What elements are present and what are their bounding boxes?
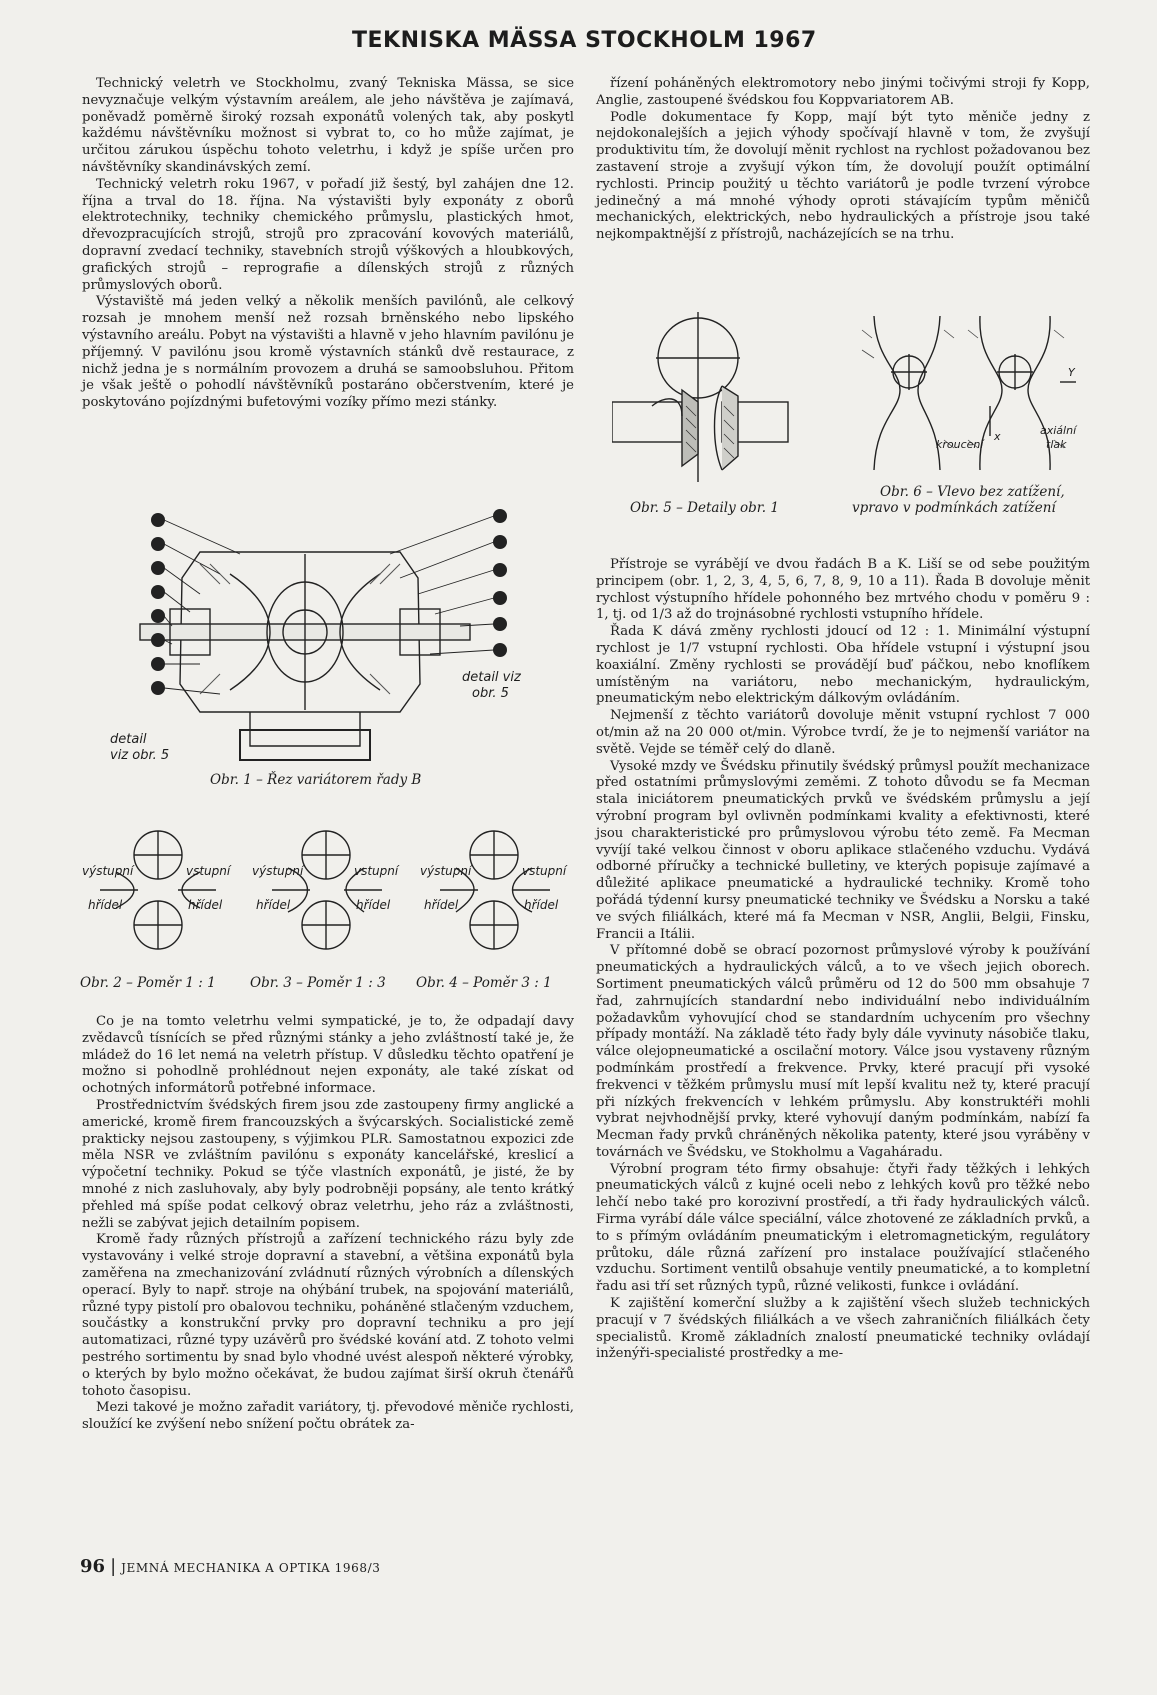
left-bottom-paragraph: Kromě řady různých přístrojů a zařízení technického rázu byly zde vystavovány i velké stroje dopravní a stavební, a většina exponátů byla zaměřena na zmechanizování zvládnutí různých výrobních a dílenských operací. Byly to např. stroje na ohýbání trubek, na spojování materiálů, různé typy pistolí pro obalovou techniku, poháněné stlačeným vzduchem, součástky a konstrukční prvky pro dopravní techniku a pro její automatizaci, různé typy uzávěrů pro švédské kování atd. Z tohoto velmi pestrého sortimentu by snad bylo vhodné uvést alespoň některé výrobky, o kterých by bylo možno očekávat, že budou zajímat širší okruh čtenářů tohoto časopisu. bbox=[82, 1232, 574, 1399]
fig1-label-left-line1: detail bbox=[110, 732, 147, 747]
page-number: 96 bbox=[80, 1556, 106, 1577]
right-bottom-paragraph: K zajištění komerční služby a k zajištění všech služeb technických pracují v 7 švédských filiálkách a ve všech zahraničních filiálkách čety specialistů. Kromě základních znalostí pneumatické techniky ovládají inženýři-specialisté prostředky a me- bbox=[596, 1296, 1090, 1362]
right-bottom-paragraph: Přístroje se vyrábějí ve dvou řadách B a K. Liší se od sebe použitým principem (obr. 1, 2, 3, 4, 5, 6, 7, 8, 9, 10 a 11). Řada B dovoluje měnit rychlost výstupního hřídele pohonného bez mrtvého chodu v poměru 9 : 1, tj. od 1/3 až do trojnásobné rychlosti vstupního hřídele. bbox=[596, 557, 1090, 623]
page-footer bbox=[80, 1556, 380, 1577]
fig4-output-shaft-label: hřídel bbox=[424, 898, 459, 912]
fig4-input-shaft-label: hřídel bbox=[524, 898, 559, 912]
fig1-label-right-line1: detail viz bbox=[462, 670, 521, 685]
footer-separator: | bbox=[110, 1556, 117, 1577]
figure-2-caption: Obr. 2 – Poměr 1 : 1 bbox=[80, 975, 216, 991]
left-column-top bbox=[82, 76, 574, 412]
figure-2-ratio-diagram bbox=[80, 822, 236, 960]
right-column-top bbox=[596, 76, 1090, 244]
fig6-label-axial-line1: axiální bbox=[1040, 424, 1077, 437]
left-top-paragraph: Technický veletrh ve Stockholmu, zvaný Tekniska Mässa, se sice nevyznačuje velkým výstavním areálem, ale jeho návštěva je zajímavá, poněvadž poměrně široký rozsah exponátů volených tak, aby poskytl každému návštěvníku možnost si vybrat to, co ho může zajímat, je určitou zárukou úspěchu tohoto veletrhu, i když je spíše určen pro návštěvníky skandinávských zemí. bbox=[82, 76, 574, 175]
fig6-label-axial-line2: tlak bbox=[1046, 438, 1067, 451]
fig2-input-label: vstupní bbox=[186, 864, 231, 878]
fig6-label-torsion: kroucení bbox=[936, 438, 984, 451]
journal-name: JEMNÁ MECHANIKA A OPTIKA 1968/3 bbox=[121, 1561, 381, 1575]
figure-4-caption: Obr. 4 – Poměr 3 : 1 bbox=[416, 975, 552, 991]
left-bottom-paragraph: Mezi takové je možno zařadit variátory, tj. převodové měniče rychlosti, sloužící ke zvýšení nebo snížení počtu obrátek za- bbox=[82, 1400, 574, 1433]
fig6-label-y: Y bbox=[1068, 366, 1075, 379]
fig4-input-label: vstupní bbox=[522, 864, 567, 878]
figure-1-caption: Obr. 1 – Řez variátorem řady B bbox=[210, 772, 422, 788]
right-bottom-paragraph: Vysoké mzdy ve Švédsku přinutily švédský průmysl použít mechanizace před ostatními průmyslovými zeměmi. Z tohoto důvodu se fa Mecman stala iniciátorem pneumatických prvků ve švédském průmyslu a její výrobní program byl ovlivněn podmínkami kvality a efektivnosti, které jsou charakteristické pro průmyslovou výrobu této země. Fa Mecman vyvíjí také velkou činnost v oboru aplikace stlačeného vzduchu. Vydává odborné příručky a technické bulletiny, ve kterých popisuje zajímavé a důležité aplikace pneumatické a hydraulické techniky. Kromě toho pořádá týdenní kursy pneumatické techniky ve Švédsku a Norsku a také ve svých filiálkách, které má fa Mecman v NSR, Anglii, Belgii, Finsku, Francii a Itálii. bbox=[596, 758, 1090, 942]
left-top-paragraph: Výstaviště má jeden velký a několik menších pavilónů, ale celkový rozsah je mnohem menší než rozsah brněnského nebo lipského výstavního areálu. Pobyt na výstavišti a hlavně v jeho hlavním pavilónu je příjemný. V pavilónu jsou kromě výstavních stánků dvě restaurace, z nichž jedna je s normálním provozem a druhá se samoobsluhou. Přitom je však ještě o pohodlí návštěvníků postaráno občerstvením, které je poskytováno pojízdnými bufetovými vozíky přímo mezi stánky. bbox=[82, 294, 574, 411]
fig2-output-label: výstupní bbox=[82, 864, 134, 878]
fig3-output-shaft-label: hřídel bbox=[256, 898, 291, 912]
left-column-bottom bbox=[82, 1014, 574, 1434]
figure-5-caption: Obr. 5 – Detaily obr. 1 bbox=[630, 500, 779, 516]
left-top-paragraph: Technický veletrh roku 1967, v pořadí již šestý, byl zahájen dne 12. října a trval do 18. října. Na výstavišti byly exponáty z oborů elektrotechniky, techniky chemického průmyslu, plastických hmot, dřevozpracujících strojů, strojů pro zpracování kovových materiálů, dopravní zvedací techniky, stavebních strojů výškových a hloubkových, grafických strojů – reprografie a dílenských strojů z různých průmyslových oborů. bbox=[82, 176, 574, 293]
fig2-output-shaft-label: hřídel bbox=[88, 898, 123, 912]
fig3-input-shaft-label: hřídel bbox=[356, 898, 391, 912]
fig1-label-right-line2: obr. 5 bbox=[472, 686, 509, 701]
right-top-paragraph: Podle dokumentace fy Kopp, mají být tyto měniče jedny z nejdokonalejších a jejich výhody spočívají hlavně v tom, že zvyšují produktivitu tím, že dovolují měnit rychlost na rychlost požadovanou bez zastavení stroje a zvyšují výkon tím, že dovolují použít optimální rychlosti. Princip použitý u těchto variátorů je podle tvrzení výrobce jedinečný a má mnohé výhody oproti stávajícím typům měničů mechanických, elektrických, nebo hydraulických a přístroje jsou také nejkompaktnější z přístrojů, nacházejících se na trhu. bbox=[596, 109, 1090, 243]
figure-6-caption-line2: vpravo v podmínkách zatížení bbox=[852, 500, 1056, 516]
figure-3-ratio-diagram bbox=[248, 822, 404, 960]
fig6-label-x: x bbox=[994, 430, 1001, 443]
figure-4-ratio-diagram bbox=[416, 822, 572, 960]
fig3-output-label: výstupní bbox=[252, 864, 304, 878]
right-top-paragraph: řízení poháněných elektromotory nebo jinými točivými stroji fy Kopp, Anglie, zastoupené švédskou fou Koppvariatorem AB. bbox=[596, 76, 1090, 108]
fig4-output-label: výstupní bbox=[420, 864, 472, 878]
fig2-input-shaft-label: hřídel bbox=[188, 898, 223, 912]
figure-5-detail bbox=[612, 306, 790, 490]
figure-1-variator-section bbox=[100, 494, 540, 786]
fig3-input-label: vstupní bbox=[354, 864, 399, 878]
right-bottom-paragraph: Nejmenší z těchto variátorů dovoluje měnit vstupní rychlost 7 000 ot/min až na 20 000 ot/min. Výrobce tvrdí, že je to nejmenší variátor na světě. Vejde se téměř celý do dlaně. bbox=[596, 708, 1090, 757]
right-bottom-paragraph: V přítomné době se obrací pozornost průmyslové výroby k používání pneumatických a hydraulických válců, a to ve všech jejich oborech. Sortiment pneumatických válců průměru od 12 do 500 mm obsahuje 7 řad, zahrnujících standardní nebo individuální nebo individuálním požadavkům vyhovující chod se standardním uchycením pro všechny případy montáží. Na základě této řady byly dále vyvinuty násobiče tlaku, válce olejopneumatické a oscilační motory. Válce jsou vystaveny různým podmínkám prostředí a frekvence. Prvky, které pracují při vysoké frekvenci v těžkém průmyslu musí mít lepší kvalitu než ty, které pracují při nízkých frekvencích v lehkém průmyslu. Aby konstruktéři mohli vybrat nejvhodnější prvky, které vyhovují daným podmínkám, nabízí fa Mecman řady prvků chráněných několika patenty, které jsou vyráběny v továrnách ve Švédsku, ve Stokholmu a Vagaháradu. bbox=[596, 943, 1090, 1160]
left-bottom-paragraph: Prostřednictvím švédských firem jsou zde zastoupeny firmy anglické a americké, kromě firem francouzských a švýcarských. Socialistické země prakticky nejsou zastoupeny, s výjimkou PLR. Samostatnou expozici zde měla NSR ve zvláštním pavilónu s exponáty kancelářské, kreslicí a výpočetní techniky. Pokud se týče vlastních exponátů, je jisté, že by mnohé z nich zasluhovaly, aby byly podrobněji popsány, ale tento krátký přehled má spíše podat celkový obraz veletrhu, jeho ráz a zvláštnosti, nežli se zabývat jejich detailním popisem. bbox=[82, 1097, 574, 1231]
left-bottom-paragraph: Co je na tomto veletrhu velmi sympatické, je to, že odpadají davy zvědavců tísnících se před různými stánky a jeho zvláštností také je, že mládež do 16 let nemá na veletrh přístup. V důsledku těchto opatření je možno si pohodlně prohlédnout nejen exponáty, ale také získat od ochotných informátorů potřebné informace. bbox=[82, 1014, 574, 1097]
right-bottom-paragraph: Řada K dává změny rychlosti jdoucí od 12 : 1. Minimální výstupní rychlost je 1/7 vstupní rychlosti. Oba hřídele vstupní i výstupní jsou koaxiální. Změny rychlosti se provádějí buď páčkou, nebo knoflíkem umístěným na variátoru, nebo mechanickým, hydraulickým, pneumatickým nebo elektrickým dálkovým ovládáním. bbox=[596, 624, 1090, 707]
figure-6-caption-line1: Obr. 6 – Vlevo bez zatížení, bbox=[880, 484, 1065, 500]
right-column-bottom bbox=[596, 557, 1090, 1363]
right-bottom-paragraph: Výrobní program této firmy obsahuje: čtyři řady těžkých i lehkých pneumatických válců z kujné oceli nebo z lehkých kovů pro těžké nebo lehčí nebo také pro korozivní prostředí, a tři řady hydraulických válců. Firma vyrábí dále válce speciální, válce zhotovené ze základních prvků, a to s přímým ovládáním pneumatickým i eletromagnetickým, regulátory průtoku, dále různá zařízení pro instalace používající stlačeného vzduchu. Sortiment ventilů obsahuje ventily pneumatické, a to kompletní řadu asi tří set různých typů, různé velikosti, funkce i ovládání. bbox=[596, 1161, 1090, 1295]
fig1-label-left-line2: viz obr. 5 bbox=[110, 748, 170, 763]
figure-3-caption: Obr. 3 – Poměr 1 : 3 bbox=[250, 975, 386, 991]
page-title: TEKNISKA MÄSSA STOCKHOLM 1967 bbox=[352, 28, 817, 53]
figure-6-load-diagram bbox=[860, 310, 1080, 480]
